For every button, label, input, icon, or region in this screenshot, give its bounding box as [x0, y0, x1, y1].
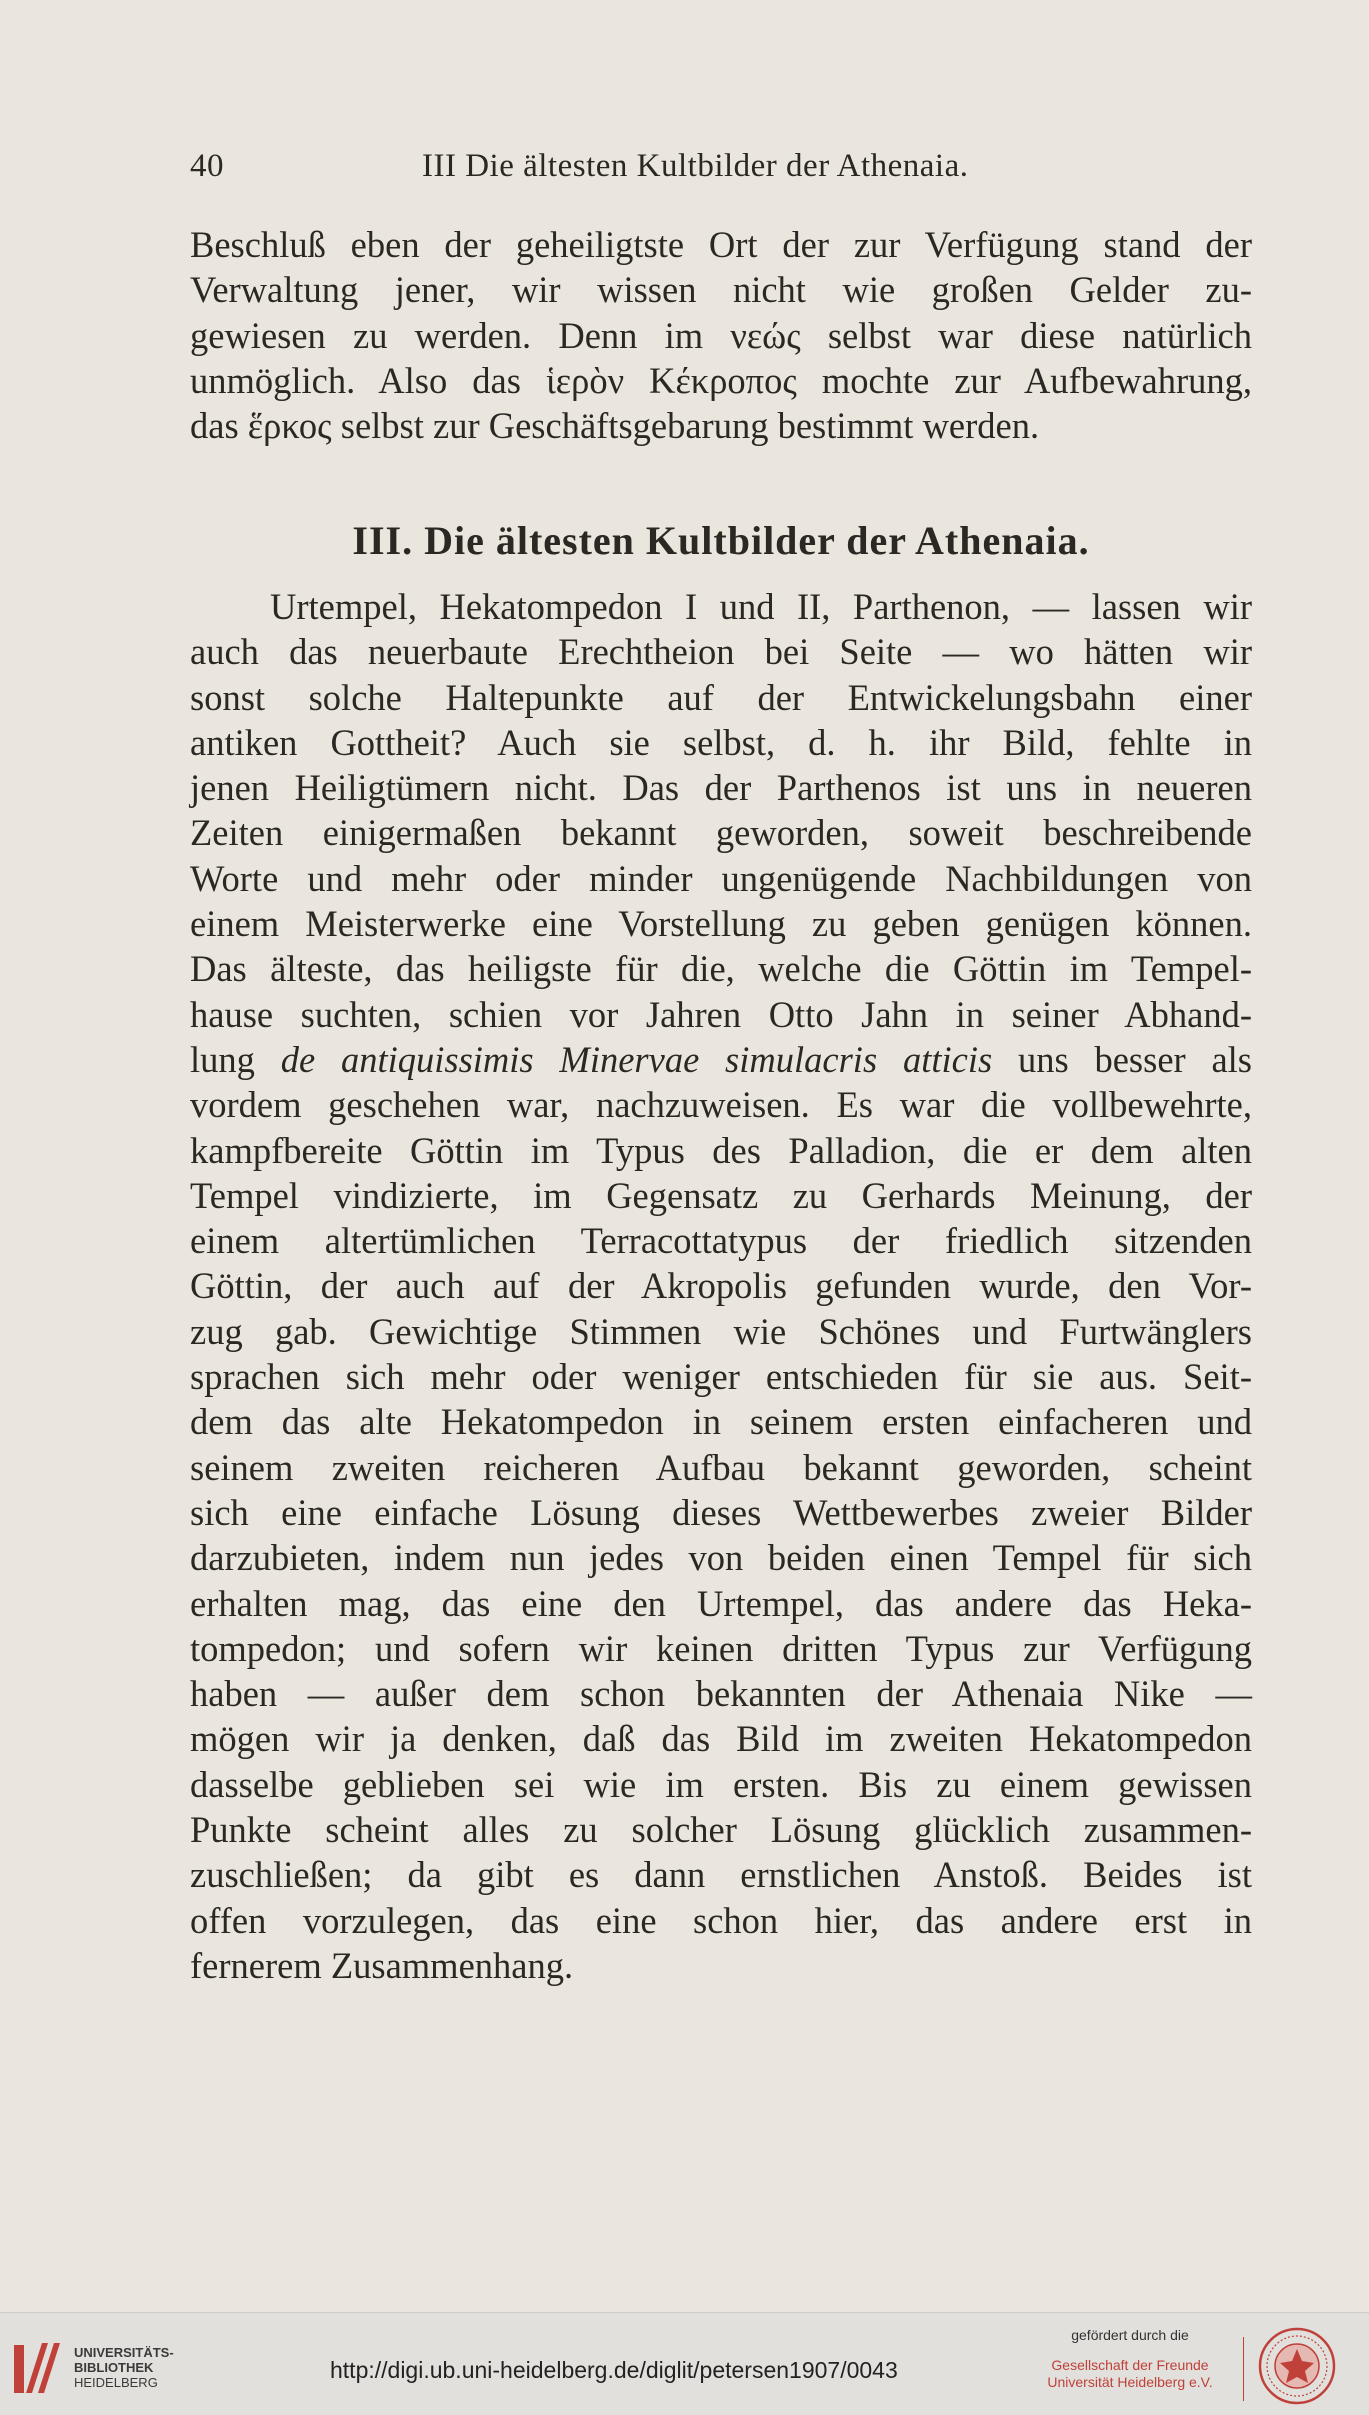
running-title: III Die ältesten Kultbilder der Athenaia. — [422, 148, 969, 184]
section-heading: III. Die ältesten Kultbilder der Athenaia. — [352, 518, 1090, 563]
text-line: sich eine einfache Lösung dieses Wettbewerbes zweier Bilder — [190, 1491, 1252, 1533]
text-line: zuschließen; da gibt es dann ernstlichen Anstoß. Beides ist — [190, 1854, 1252, 1896]
text-line-with-citation — [190, 1037, 1252, 1082]
text-line: vordem geschehen war, nachzuweisen. Es war die vollbewehrte, — [190, 1084, 1252, 1126]
text-line: Tempel vindizierte, im Gegensatz zu Gerhards Meinung, der — [190, 1174, 1252, 1216]
running-head — [190, 148, 1250, 188]
text-line: Verwaltung jener, wir wissen nicht wie großen Gelder zu- — [190, 269, 1252, 311]
latin-title: de antiquissimis Minervae simulacris atticis — [280, 1038, 993, 1080]
text-line: einem Meisterwerke eine Vorstellung zu geben genügen können. — [190, 903, 1252, 945]
text-line: sonst solche Haltepunkte auf der Entwickelungsbahn einer — [190, 676, 1252, 718]
sponsor-org: Gesellschaft der Freunde — [1051, 2357, 1209, 2373]
footer-divider — [1243, 2337, 1244, 2401]
text-line: Göttin, der auch auf der Akropolis gefunden wurde, den Vor- — [190, 1265, 1252, 1307]
university-library-logo-icon — [12, 2337, 64, 2399]
text-line: hause suchten, schien vor Jahren Otto Jahn in seiner Abhand- — [190, 993, 1252, 1035]
text-line: offen vorzulegen, das eine schon hier, das andere erst in — [190, 1899, 1252, 1941]
text-line: jenen Heiligtümern nicht. Das der Parthenos ist uns in neueren — [190, 767, 1252, 809]
text-line: Worte und mehr oder minder ungenügende Nachbildungen von — [190, 857, 1252, 899]
library-name-line: UNIVERSITÄTS- — [74, 2345, 174, 2360]
text-line: antiken Gottheit? Auch sie selbst, d. h. ihr Bild, fehlte in — [190, 721, 1252, 763]
text-line: zug gab. Gewichtige Stimmen wie Schönes und Furtwänglers — [190, 1310, 1252, 1352]
library-name-line: BIBLIOTHEK — [74, 2360, 154, 2375]
text-line: Zeiten einigermaßen bekannt geworden, soweit beschreibende — [190, 812, 1252, 854]
text-line: auch das neuerbaute Erechtheion bei Seite — wo hätten wir — [190, 631, 1252, 673]
sponsor-lead: gefördert durch die — [1071, 2327, 1189, 2343]
text-line: mögen wir ja denken, daß das Bild im zweiten Hekatompedon — [190, 1718, 1252, 1760]
text-line: unmöglich. Also das ἱερὸν Κέκροπος mochte zur Aufbewahrung, — [190, 359, 1252, 401]
permalink-url[interactable]: http://digi.ub.uni-heidelberg.de/diglit/petersen1907/0043 — [330, 2357, 898, 2383]
text-line: sprachen sich mehr oder weniger entschieden für sie aus. Seit- — [190, 1356, 1252, 1398]
library-city: HEIDELBERG — [74, 2375, 158, 2390]
text-line: Punkte scheint alles zu solcher Lösung glücklich zusammen- — [190, 1809, 1252, 1851]
text-line: kampfbereite Göttin im Typus des Palladion, die er dem alten — [190, 1129, 1252, 1171]
digitization-footer — [0, 2312, 1369, 2415]
sponsor-org: Universität Heidelberg e.V. — [1047, 2374, 1213, 2390]
main-paragraph — [190, 584, 1252, 1988]
text-line: darzubieten, indem nun jedes von beiden einen Tempel für sich — [190, 1537, 1252, 1579]
intro-paragraph — [190, 222, 1252, 448]
text-line: haben — außer dem schon bekannten der Athenaia Nike — — [190, 1673, 1252, 1715]
text-line: einem altertümlichen Terracottatypus der friedlich sitzenden — [190, 1220, 1252, 1262]
text-line: Urtempel, Hekatompedon I und II, Parthenon, — lassen wir — [270, 586, 1252, 627]
text-line: Das älteste, das heiligste für die, welche die Göttin im Tempel- — [190, 948, 1252, 990]
text-line: Beschluß eben der geheiligtste Ort der zur Verfügung stand der — [190, 224, 1252, 265]
text-line: das ἕρκος selbst zur Geschäftsgebarung bestimmt werden. — [190, 405, 1040, 447]
text-line: dem das alte Hekatompedon in seinem ersten einfacheren und — [190, 1401, 1252, 1443]
line-lead: lung — [190, 1038, 255, 1080]
sponsor-block — [1030, 2327, 1230, 2391]
page-number: 40 — [190, 148, 224, 184]
text-line: fernerem Zusammenhang. — [190, 1944, 574, 1986]
text-line: gewiesen zu werden. Denn im νεώς selbst war diese natürlich — [190, 314, 1252, 356]
text-line: dasselbe geblieben sei wie im ersten. Bis zu einem gewissen — [190, 1763, 1252, 1805]
text-line: seinem zweiten reicheren Aufbau bekannt geworden, scheint — [190, 1446, 1252, 1488]
university-seal-icon — [1258, 2327, 1336, 2405]
line-tail: uns besser als — [1017, 1038, 1253, 1080]
text-line: erhalten mag, das eine den Urtempel, das andere das Heka- — [190, 1582, 1252, 1624]
text-line: tompedon; und sofern wir keinen dritten Typus zur Verfügung — [190, 1627, 1252, 1669]
university-library-name — [74, 2345, 174, 2390]
